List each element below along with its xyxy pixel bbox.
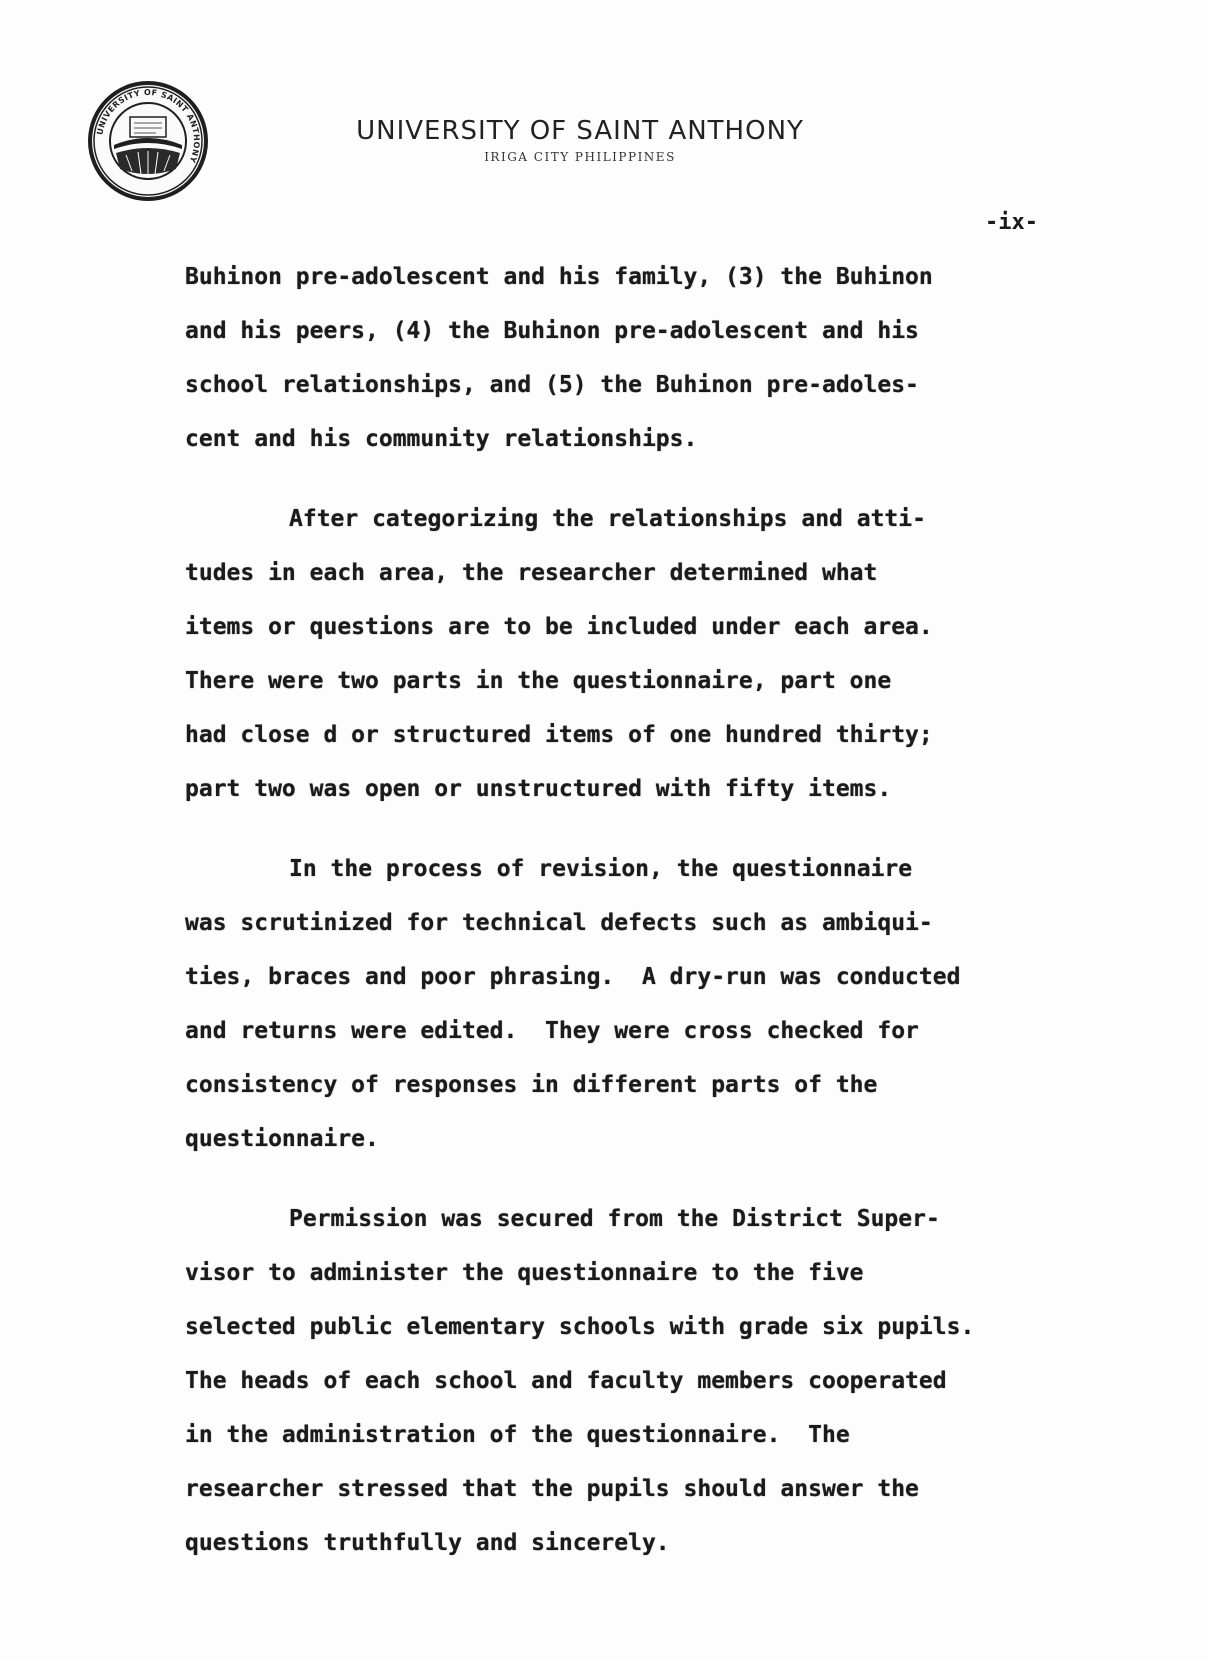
- text-line: researcher stressed that the pupils should answer the: [185, 1476, 919, 1502]
- university-seal-logo: [86, 79, 210, 203]
- text-line: ties, braces and poor phrasing. A dry-run was conducted: [185, 964, 961, 990]
- text-line: visor to administer the questionnaire to the five: [185, 1260, 864, 1286]
- text-line: Permission was secured from the District Super-: [289, 1206, 940, 1232]
- text-line: There were two parts in the questionnaire, part one: [185, 668, 892, 694]
- paragraph-4: [185, 1192, 1105, 1570]
- text-line: tudes in each area, the researcher determined what: [185, 560, 878, 586]
- body-text: [185, 250, 1105, 1596]
- text-line: consistency of responses in different parts of the: [185, 1072, 878, 1098]
- university-location: IRIGA CITY PHILIPPINES: [484, 150, 676, 164]
- text-line: was scrutinized for technical defects such as ambiqui-: [185, 910, 933, 936]
- text-line: Buhinon pre-adolescent and his family, (3) the Buhinon: [185, 264, 933, 290]
- text-line: and his peers, (4) the Buhinon pre-adolescent and his: [185, 318, 919, 344]
- text-line: and returns were edited. They were cross checked for: [185, 1018, 919, 1044]
- text-line: school relationships, and (5) the Buhinon pre-adoles-: [185, 372, 919, 398]
- text-line: selected public elementary schools with grade six pupils.: [185, 1314, 975, 1340]
- university-name: UNIVERSITY OF SAINT ANTHONY: [356, 116, 804, 146]
- text-line: items or questions are to be included under each area.: [185, 614, 933, 640]
- text-line: in the administration of the questionnaire. The: [185, 1422, 850, 1448]
- paragraph-2: [185, 492, 1105, 816]
- text-line: had close d or structured items of one hundred thirty;: [185, 722, 933, 748]
- text-line: questions truthfully and sincerely.: [185, 1530, 670, 1556]
- text-line: cent and his community relationships.: [185, 426, 698, 452]
- text-line: questionnaire.: [185, 1126, 379, 1152]
- paragraph-1: [185, 250, 1105, 466]
- text-line: part two was open or unstructured with fifty items.: [185, 776, 892, 802]
- page-number: -ix-: [985, 210, 1038, 235]
- text-line: In the process of revision, the questionnaire: [289, 856, 913, 882]
- svg-text:UNIVERSITY OF SAINT ANTHONY: UNIVERSITY OF SAINT ANTHONY: [95, 87, 202, 165]
- text-line: After categorizing the relationships and atti-: [289, 506, 926, 532]
- letterhead: [220, 116, 940, 164]
- paragraph-3: [185, 842, 1105, 1166]
- text-line: The heads of each school and faculty members cooperated: [185, 1368, 947, 1394]
